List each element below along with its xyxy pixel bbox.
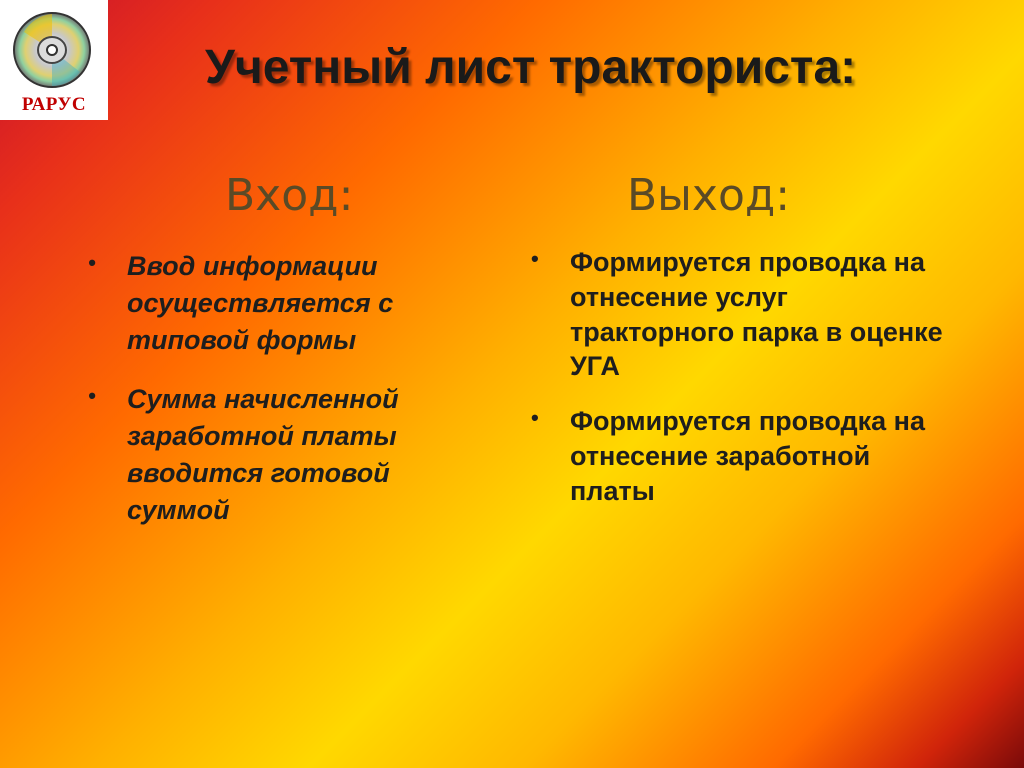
bullet-icon: •: [531, 405, 539, 431]
logo: [0, 0, 108, 120]
output-bullet-list: [528, 245, 958, 529]
logo-text: РАРУС: [21, 94, 87, 115]
list-item-text: Формируется проводка на отнесение заработной платы: [570, 406, 926, 506]
bullet-icon: •: [88, 382, 96, 408]
list-item: [85, 381, 485, 529]
slide-title: Учетный лист тракториста:: [205, 41, 857, 94]
bullet-icon: •: [88, 250, 96, 275]
input-bullet-list: [85, 248, 485, 551]
list-item: [85, 248, 485, 359]
compact-disc-icon: [10, 10, 98, 94]
output-heading: Выход:: [627, 170, 791, 221]
input-heading: Вход:: [225, 170, 354, 221]
list-item-text: Формируется проводка на отнесение услуг тракторного парка в оценке УГА: [570, 247, 943, 382]
bullet-icon: •: [531, 246, 539, 271]
list-item-text: Сумма начисленной заработной платы вводится готовой суммой: [127, 383, 399, 525]
list-item: [528, 404, 958, 508]
list-item-text: Ввод информации осуществляется с типовой формы: [127, 251, 394, 355]
list-item: [528, 245, 958, 384]
